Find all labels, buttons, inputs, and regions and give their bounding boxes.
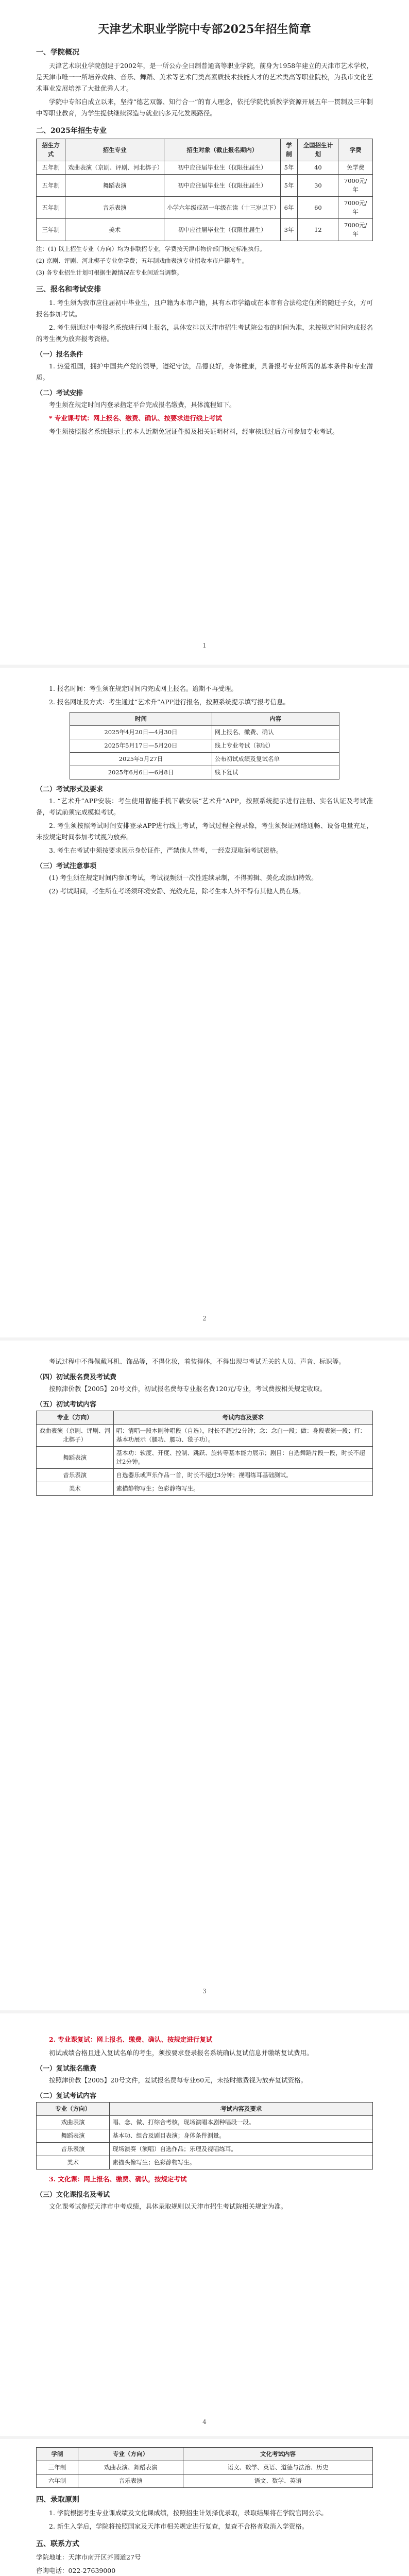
paragraph: (2) 考试期间，考生所在考场须环境安静、光线充足，除考生本人外不得有其他人员在场。 (49, 887, 305, 895)
column-header: 文化考试内容 (183, 2448, 373, 2461)
table-note: (2) 京剧、评剧、河北梆子专业免学费；五年制戏曲表演专业招收本市户籍考生。 (36, 257, 248, 264)
table-row (37, 2461, 373, 2475)
contact-heading: 五、联系方式 (36, 2540, 79, 2548)
table-row (37, 197, 373, 219)
table-cell: 基本功：软度、开度、控制、跳跃、旋转等基本能力展示；剧目：自选舞蹈片段一段，时长不超过2分钟。 (113, 1447, 372, 1469)
column-header: 学制 (280, 139, 298, 161)
highlight-text: * 专业课考试：网上报名、缴费、确认、按要求进行线上考试 (49, 414, 222, 422)
table-cell: 公布初试成绩及复试名单 (212, 753, 339, 766)
paragraph: 2. 报名网址及方式：考生通过“艺术升”APP进行报名，按照系统提示填写报考信息。 (49, 698, 290, 706)
paragraph: 考生须在规定时间内登录指定平台完成报名缴费，具体流程如下。 (49, 401, 236, 409)
table-cell: 3年 (280, 219, 298, 241)
column-header: 学制 (37, 2448, 78, 2461)
table-cell: 三年制 (37, 2461, 78, 2475)
table-cell: 12 (298, 219, 338, 241)
highlight-text: 2. 专业课复试：网上报名、缴费、确认、按规定进行复试 (49, 2036, 213, 2043)
table-row (70, 739, 339, 753)
subheading: （三）文化课报名及考试 (36, 2191, 110, 2199)
table-cell: 唱、念、做、打综合考核，现场演唱本剧种唱段一段。 (110, 2116, 373, 2129)
paragraph: 考试过程中不得佩戴耳机、饰品等，不得化妆，着装得体，不得出现与考试无关的人员、声音、标识等。 (49, 1358, 346, 1365)
table-row (37, 175, 373, 197)
table-cell: 戏曲表演 (37, 2116, 110, 2129)
column-header: 内容 (212, 713, 339, 726)
table-cell: 初中应往届毕业生（仅限往届生） (164, 161, 281, 175)
page-number: 4 (202, 2418, 207, 2426)
table-cell: 美术 (37, 2156, 110, 2170)
paragraph: 1. 学院根据考生专业课成绩及文化课成绩，按照招生计划择优录取，录取结果将在学院官网公示。 (49, 2509, 328, 2517)
subheading: （一）复试报名缴费 (36, 2065, 97, 2073)
paragraph: 3. 考生在考试中须按要求展示身份证件，严禁他人替考，一经发现取消考试资格。 (49, 846, 283, 854)
column-header: 招生专业 (65, 139, 164, 161)
table-cell: 2025年5月17日—5月20日 (70, 739, 212, 753)
paragraph: 按照津价教【2005】20号文件，复试报名费每专业60元，未按时缴费视为放弃复试资格。 (49, 2076, 308, 2084)
section-heading-4: 四、录取原则 (36, 2496, 79, 2504)
table-cell: 五年制 (37, 197, 65, 219)
table-cell: 6年 (280, 197, 298, 219)
subheading: （三）考试注意事项 (36, 862, 97, 870)
table-note: 注：(1) 以上招生专业（方向）均为非联招专业，学费按天津市物价部门核定标准执行。 (36, 245, 266, 252)
page-number: 3 (202, 1988, 207, 1995)
table-cell: 语文、数学、英语 (183, 2475, 373, 2488)
table-row (37, 2116, 373, 2129)
table-cell: 五年制 (37, 175, 65, 197)
table-cell: 线上专业考试（初试） (212, 739, 339, 753)
paragraph: 初试成绩合格且进入复试名单的考生，须按要求登录报名系统确认复试信息并缴纳复试费用。 (49, 2049, 313, 2057)
table-cell: 5年 (280, 175, 298, 197)
culture-exam-table (36, 2447, 373, 2488)
table-cell: 三年制 (37, 219, 65, 241)
enrollment-table (36, 139, 373, 241)
paragraph: 2. 新生入学后，学院将按照国家及天津市相关规定进行复查，复查不合格者取消入学资格。 (49, 2522, 309, 2530)
table-cell: 唱：清唱一段本剧种唱段（自选），时长不超过2分钟；念：念白一段；做：身段表演一段；打：基本功展示（腿功、腰功、毯子功）。 (113, 1425, 372, 1447)
table-cell: 戏曲表演（京剧、评剧、河北梆子） (37, 1425, 114, 1447)
table-cell: 2025年6月6日—6月8日 (70, 766, 212, 779)
table-cell: 音乐表演 (37, 2143, 110, 2156)
table-row (37, 2156, 373, 2170)
table-cell: 30 (298, 175, 338, 197)
page-number: 1 (202, 642, 207, 649)
column-header: 招生对象（截止报名期内） (164, 139, 281, 161)
highlight-text: 3. 文化课：网上报名、缴费、确认，按规定考试 (49, 2175, 187, 2183)
contact-address: 学院地址：天津市南开区芥园道27号 (36, 2553, 141, 2561)
table-row (37, 1425, 373, 1447)
table-row (37, 219, 373, 241)
paragraph: 考生须按照报名系统提示上传本人近期免冠证件照及相关证明材料，经审核通过后方可参加专业考试。 (49, 428, 339, 435)
exam-content-table (36, 1411, 373, 1496)
table-cell: 免学费 (338, 161, 373, 175)
column-header: 专业（方向） (78, 2448, 183, 2461)
table-cell: 线下复试 (212, 766, 339, 779)
table-cell: 舞蹈表演 (37, 1447, 114, 1469)
contact-phone: 咨询电话：022-27639000 (36, 2567, 116, 2574)
page-title: 天津艺术职业学院中专部2025年招生简章 (98, 23, 311, 36)
table-cell: 5年 (280, 161, 298, 175)
column-header: 考试内容及要求 (110, 2103, 373, 2116)
table-row (70, 766, 339, 779)
table-cell: 网上报名、缴费、确认 (212, 726, 339, 739)
table-cell: 语文、数学、英语、道德与法治、历史 (183, 2461, 373, 2475)
table-cell: 音乐表演 (37, 1469, 114, 1482)
table-cell: 戏曲表演（京剧、评剧、河北梆子） (65, 161, 164, 175)
section-heading-1: 一、学院概况 (36, 48, 79, 57)
table-row (37, 1447, 373, 1469)
table-cell: 现场演奏（演唱）自选作品；乐理及视唱练耳。 (110, 2143, 373, 2156)
column-header: 专业（方向） (37, 1411, 114, 1425)
table-cell: 音乐表演 (78, 2475, 183, 2488)
table-cell: 六年制 (37, 2475, 78, 2488)
table-cell: 素描静物写生；色彩静物写生。 (113, 1482, 372, 1496)
paragraph: 天津艺术职业学院创建于2002年，是一所公办全日制普通高等职业学院，前身为1958年建立的天津市艺术学校，是天津市唯一一所培养戏曲、音乐、舞蹈、美术等艺术门类高素质技术技能人才的艺术类高等职业院校，为我市文化艺术事业发展培养了大批优秀人才。 (36, 62, 373, 92)
table-note: (3) 各专业招生计划可根据生源情况在专业间适当调整。 (36, 269, 183, 276)
paragraph: 1. 考生须为我市应往届初中毕业生，且户籍为本市户籍，具有本市学籍或在本市有合法稳定住所的随迁子女，方可报名参加考试。 (36, 299, 373, 318)
schedule-table (70, 712, 339, 779)
table-cell: 40 (298, 161, 338, 175)
subheading: （一）报名条件 (36, 351, 83, 359)
table-cell: 初中应往届毕业生（仅限往届生） (164, 175, 281, 197)
section-heading-2: 二、2025年招生专业 (36, 127, 107, 135)
table-cell: 舞蹈表演 (37, 2129, 110, 2143)
paragraph: 1. 热爱祖国，拥护中国共产党的领导，遵纪守法，品德良好，身体健康，具备报考专业所需的基本条件和专业潜质。 (36, 362, 373, 381)
page-2 (0, 668, 409, 1337)
column-header: 全国招生计划 (298, 139, 338, 161)
table-row (37, 161, 373, 175)
paragraph: 2. 考生须通过中考报名系统进行网上报名，具体安排以天津市招生考试院公布的时间为准，未按规定时间完成报名的考生视为放弃报考资格。 (36, 324, 373, 343)
table-row (37, 1469, 373, 1482)
table-cell: 舞蹈表演 (65, 175, 164, 197)
column-header: 学费 (338, 139, 373, 161)
subheading: （五）初试考试内容 (36, 1401, 97, 1409)
table-cell: 小学六年级或初一年级在读（十三岁以下） (164, 197, 281, 219)
subheading: （二）复试考试内容 (36, 2092, 97, 2100)
table-cell: 自选器乐或声乐作品一首，时长不超过3分钟；视唱练耳基础测试。 (113, 1469, 372, 1482)
table-cell: 2025年5月27日 (70, 753, 212, 766)
table-cell: 素描头像写生；色彩静物写生。 (110, 2156, 373, 2170)
table-cell: 7000元/年 (338, 175, 373, 197)
subheading: （四）初试报名费及考试费 (36, 1374, 117, 1381)
table-row (37, 2143, 373, 2156)
column-header: 专业（方向） (37, 2103, 110, 2116)
column-header: 时间 (70, 713, 212, 726)
table-cell: 7000元/年 (338, 197, 373, 219)
table-row (70, 753, 339, 766)
table-cell: 美术 (65, 219, 164, 241)
column-header: 考试内容及要求 (113, 1411, 372, 1425)
paragraph: 1. “艺术升”APP安装：考生使用智能手机下载安装“艺术升”APP，按照系统提示进行注册、实名认证及考试准备，考试前须完成模拟考试。 (36, 797, 373, 816)
page-3 (0, 1341, 409, 2010)
table-cell: 初中应往届毕业生（仅限往届生） (164, 219, 281, 241)
table-cell: 2025年4月20日—4月30日 (70, 726, 212, 739)
table-row (70, 726, 339, 739)
paragraph: 1. 报名时间：考生须在规定时间内完成网上报名。逾期不再受理。 (49, 685, 237, 692)
page-number: 2 (202, 1315, 207, 1322)
page-1 (0, 0, 409, 665)
table-row (37, 2475, 373, 2488)
paragraph: 2. 考生须按照考试时间安排登录APP进行线上考试，考试过程全程录像，考生须保证网络通畅、设备电量充足，未按规定时间参加考试视为放弃。 (36, 822, 373, 841)
table-cell: 美术 (37, 1482, 114, 1496)
section-heading-3: 三、报名和考试安排 (36, 285, 101, 294)
table-row (37, 1482, 373, 1496)
page-4 (0, 2013, 409, 2436)
page-5 (0, 2439, 409, 2576)
paragraph: 按照津价教【2005】20号文件，初试报名费每专业报名费120元/专业，考试费按相关规定收取。 (49, 1385, 327, 1393)
paragraph: (1) 考生须在规定时间内参加考试，考试视频须一次性连续录制，不得剪辑、美化或添加特效。 (49, 874, 318, 882)
table-row (37, 2129, 373, 2143)
table-cell: 音乐表演 (65, 197, 164, 219)
column-header: 招生方式 (37, 139, 65, 161)
paragraph: 文化课考试参照天津市中考成绩，具体录取规则以天津市招生考试院相关规定为准。 (49, 2202, 287, 2210)
subheading: （二）考试形式及要求 (36, 786, 104, 793)
paragraph: 学院中专部自成立以来，坚持“德艺双馨、知行合一”的育人理念，依托学院优质教学资源开展五年一贯制及三年制中等职业教育，为学生提供继续深造与就业的多元化发展路径。 (36, 98, 373, 117)
table-cell: 基本功、组合及剧目表演；身体条件测量。 (110, 2129, 373, 2143)
retest-table (36, 2102, 373, 2170)
table-cell: 7000元/年 (338, 219, 373, 241)
table-cell: 戏曲表演、舞蹈表演 (78, 2461, 183, 2475)
table-cell: 五年制 (37, 161, 65, 175)
table-cell: 60 (298, 197, 338, 219)
subheading: （二）考试安排 (36, 389, 83, 397)
